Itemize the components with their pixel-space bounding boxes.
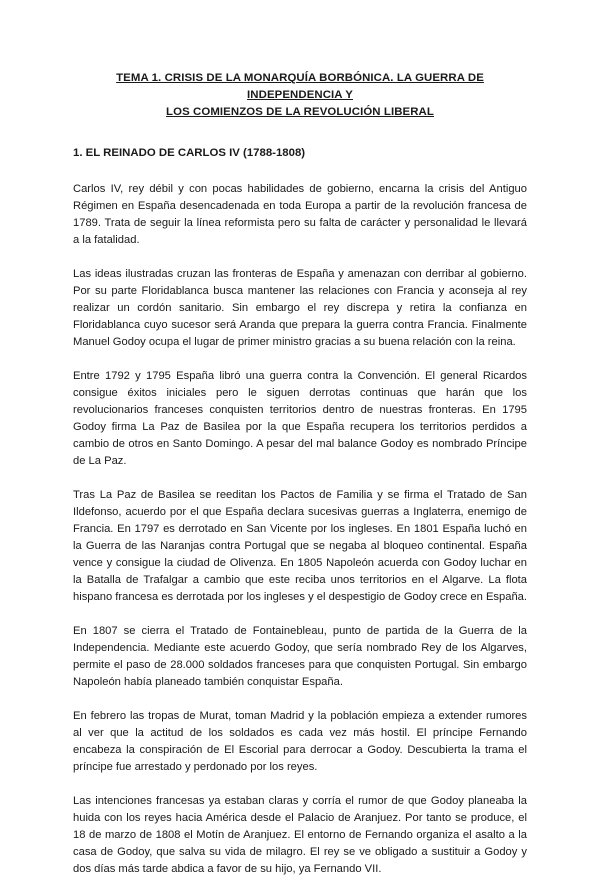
- paragraph-6: En febrero las tropas de Murat, toman Madrid y la población empieza a extender rumores al ver que la actitud de los soldados es cada vez más hostil. El príncipe Fernando encabeza la conspiración de El Escorial para derrocar a Godoy. Descubierta la trama el príncipe fue arrestado y perdonado por los reyes.: [73, 710, 527, 773]
- section-heading: 1. EL REINADO DE CARLOS IV (1788-1808): [73, 147, 306, 159]
- paragraph-4: Tras La Paz de Basilea se reeditan los Pactos de Familia y se firma el Tratado de San Ildefonso, acuerdo por el que España declara sucesivas guerras a Inglaterra, enemigo de Francia. En 1797 es derrotado en San Vicente por los ingleses. En 1801 España luchó en la Guerra de las Naranjas contra Portugal que se negaba al bloqueo continental. España vence y consigue la ciudad de Olivenza. En 1805 Napoleón acuerda con Godoy luchar en la Batalla de Trafalgar a cambio que este reciba unos territorios en el Algarve. La flota hispano francesa es derrotada por los ingleses y el despestigio de Godoy crece en España.: [73, 489, 527, 603]
- document-page: [73, 70, 527, 895]
- paragraph-2: Las ideas ilustradas cruzan las fronteras de España y amenazan con derribar al gobierno. Por su parte Floridablanca busca mantener las relaciones con Francia y aconseja al rey realizar un cordón sanitario. Sin embargo el rey discrepa y retira la confianza en Floridablanca cuyo sucesor será Aranda que prepara la guerra contra Francia. Finalmente Manuel Godoy ocupa el lugar de primer ministro gracias a su buena relación con la reina.: [73, 268, 527, 348]
- paragraph-7: Las intenciones francesas ya estaban claras y corría el rumor de que Godoy planeaba la huida con los reyes hacia América desde el Palacio de Aranjuez. Por tanto se produce, el 18 de marzo de 1808 el Motín de Aranjuez. El entorno de Fernando organiza el asalto a la casa de Godoy, que salva su vida de milagro. El rey se ve obligado a sustituir a Godoy y dos días más tarde abdica a favor de su hijo, ya Fernando VII.: [73, 795, 527, 875]
- paragraph-3: Entre 1792 y 1795 España libró una guerra contra la Convención. El general Ricardos consigue éxitos iniciales pero le siguen derrotas continuas que harán que los revolucionarios franceses conquisten territorios dentro de nuestras fronteras. En 1795 Godoy firma La Paz de Basilea por la que España recupera los territorios perdidos a cambio de otros en Santo Domingo. A pesar del mal balance Godoy es nombrado Príncipe de La Paz.: [73, 370, 527, 467]
- paragraph-5: En 1807 se cierra el Tratado de Fontainebleau, punto de partida de la Guerra de la Independencia. Mediante este acuerdo Godoy, que sería nombrado Rey de los Algarves, permite el paso de 28.000 soldados franceses para que conquisten Portugal. Sin embargo Napoleón había planeado también conquistar España.: [73, 625, 527, 688]
- document-title: [73, 70, 527, 121]
- document-title-line-1: TEMA 1. CRISIS DE LA MONARQUÍA BORBÓNICA. LA GUERRA DE INDEPENDENCIA Y: [116, 72, 484, 101]
- paragraph-1: Carlos IV, rey débil y con pocas habilidades de gobierno, encarna la crisis del Antiguo Régimen en España desencadenada en toda Europa a partir de la revolución francesa de 1789. Trata de seguir la línea reformista pero su falta de carácter y personalidad le llevará a la fatalidad.: [73, 183, 527, 246]
- document-title-line-2: LOS COMIENZOS DE LA REVOLUCIÓN LIBERAL: [166, 106, 434, 118]
